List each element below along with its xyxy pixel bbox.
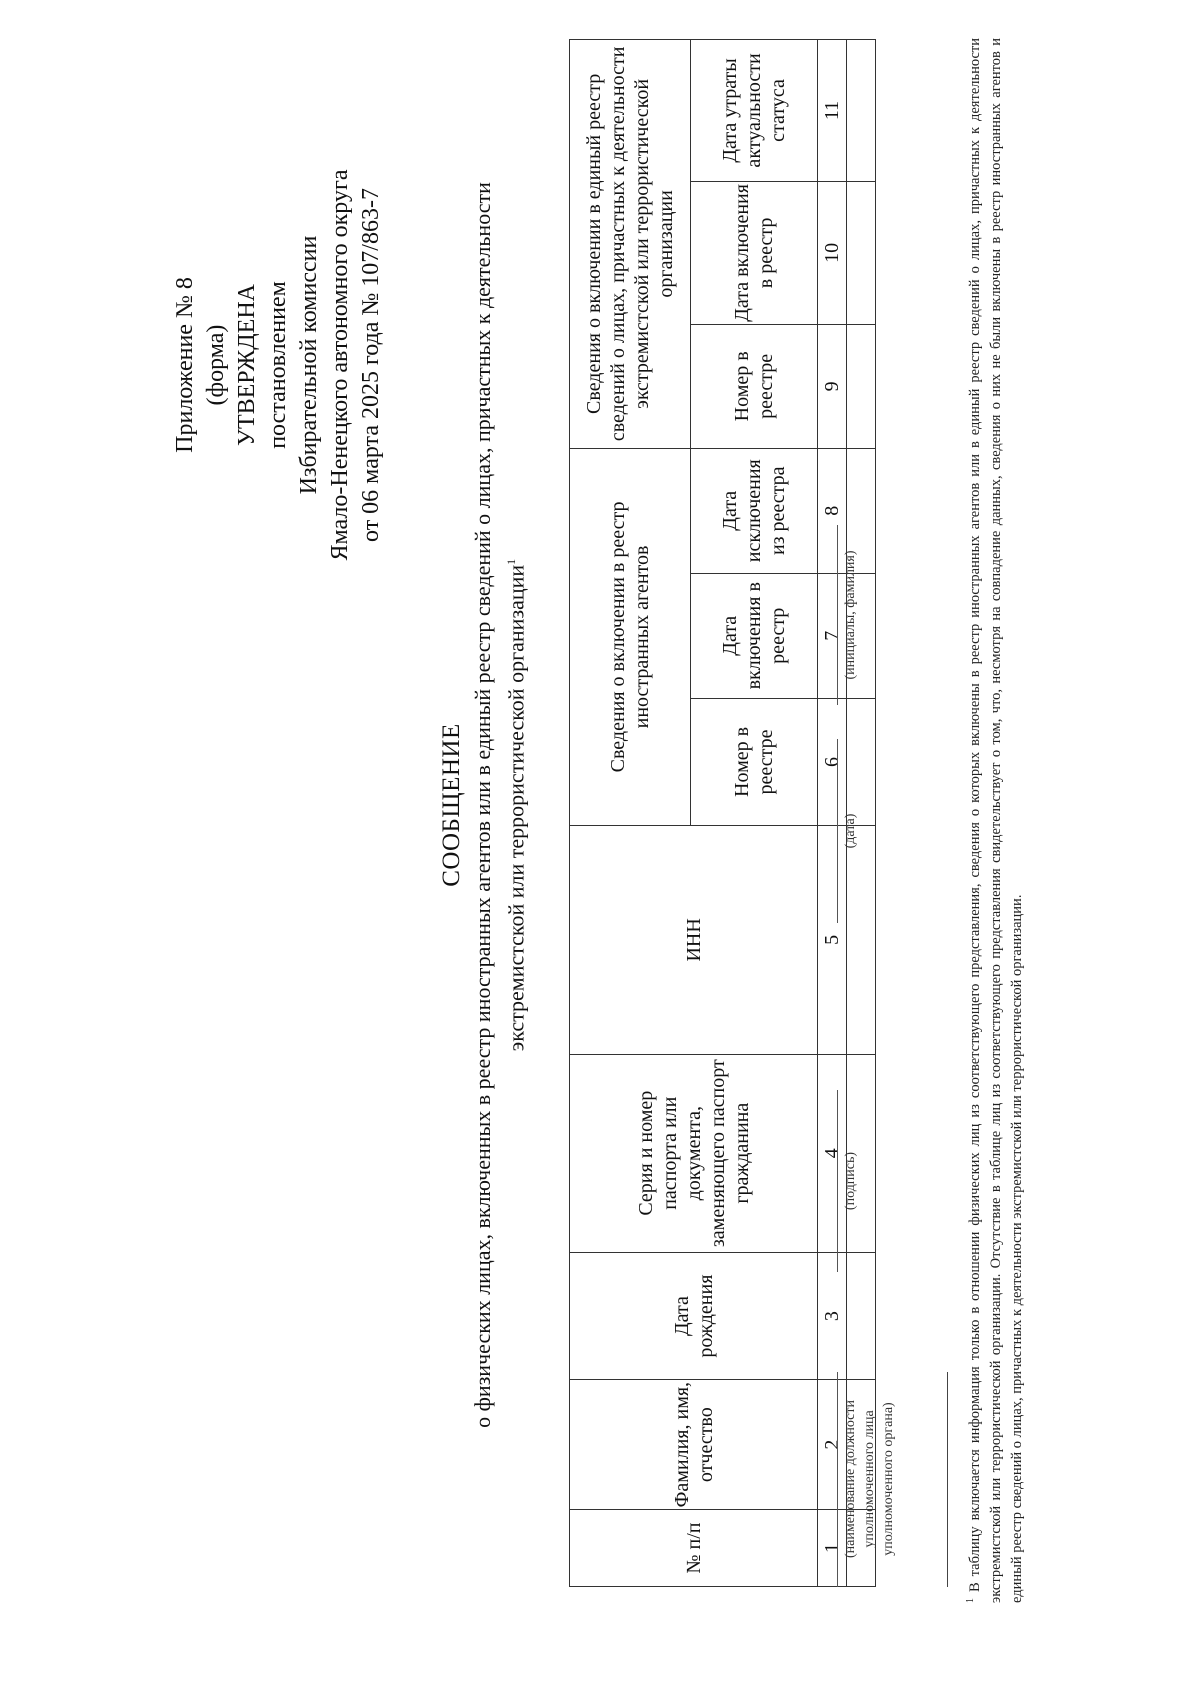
column-number: 8	[818, 448, 847, 573]
column-number: 4	[818, 1054, 847, 1252]
header-cell-inclusion-date: Дата включения в реестр	[691, 573, 818, 698]
column-number: 6	[818, 698, 847, 825]
annex-number: Приложение № 8	[172, 277, 198, 453]
position-label: (наименование должности уполномоченного лица уполномоченного органа)	[843, 1399, 896, 1559]
subtitle-text: о физических лицах, включенных в реестр иностранных агентов или в единый реестр сведений о лицах, причастных к деятельности экстремистской или террористической организации	[470, 182, 529, 1428]
date-label: (дата)	[843, 813, 858, 849]
table-cell	[847, 40, 876, 182]
footnote-ref: 1	[504, 558, 518, 565]
column-number: 5	[818, 826, 847, 1054]
column-number: 3	[818, 1252, 847, 1379]
signature-label: (подпись)	[843, 1151, 858, 1211]
header-cell-registry-number: Номер в реестре	[691, 698, 818, 825]
column-number: 2	[818, 1380, 847, 1510]
header-cell-exclusion-date: Дата исключения из реестра	[691, 448, 818, 573]
name-label: (инициалы, фамилия)	[843, 550, 858, 680]
table-cell	[847, 181, 876, 324]
header-cell-full-name: Фамилия, имя, отчество	[570, 1380, 818, 1510]
footnote-text: В таблицу включается информация только в отношении физических лиц из соответствующего представления, сведения о которых включены в реестр иностранных агентов или в единый реестр сведений о лицах, причастных к деятельности экстремистской или террористической организации. Отсутствие в таблице лиц из соответствующего представления свидетельствует о том, что, несмотря на совпадение данных, сведения о них не были включены в реестр иностранных агентов и единый реестр сведений о лицах, причастных к деятельности экстремистской или террористической организации.	[966, 37, 1025, 1603]
signature-line	[837, 1090, 838, 1272]
header-cell-birth-date: Дата рождения	[570, 1252, 818, 1379]
column-number: 9	[818, 324, 847, 448]
column-number: 7	[818, 573, 847, 698]
header-group-foreign-agents: Сведения о включении в реестр иностранных агентов	[570, 448, 691, 825]
column-number: 11	[818, 40, 847, 182]
header-cell-number: № п/п	[570, 1510, 818, 1587]
approval-line: постановлением	[265, 281, 291, 449]
date-line	[837, 739, 838, 923]
header-cell-inclusion-date: Дата включения в реестр	[691, 181, 818, 324]
footnote-divider	[947, 1372, 948, 1587]
header-cell-inn: ИНН	[570, 826, 818, 1054]
document-title: СООБЩЕНИЕ	[438, 723, 465, 887]
footnote	[960, 38, 1028, 1603]
name-line	[837, 525, 838, 705]
header-cell-registry-number: Номер в реестре	[691, 324, 818, 448]
approved-label: УТВЕРЖДЕНА	[234, 283, 260, 447]
position-signature-line	[837, 1372, 838, 1587]
approval-line: Избирательной комиссии	[296, 235, 322, 495]
footnote-mark: 1	[965, 1598, 976, 1603]
header-cell-status-lost-date: Дата утраты актуальности статуса	[691, 40, 818, 182]
header-cell-passport: Серия и номер паспорта или документа, заменяющего паспорт гражданина	[570, 1054, 818, 1252]
header-group-extremist-registry: Сведения о включении в единый реестр сведений о лицах, причастных к деятельности экстремистской или террористической организации	[570, 40, 691, 449]
column-number: 1	[818, 1510, 847, 1587]
column-number: 10	[818, 181, 847, 324]
approval-block	[170, 85, 387, 645]
form-note: (форма)	[203, 324, 229, 406]
approval-date-line: от 06 марта 2025 года № 107/863-7	[358, 188, 384, 542]
registry-table	[569, 39, 876, 1587]
approval-line: Ямало-Ненецкого автономного округа	[327, 169, 353, 561]
document-subtitle	[468, 145, 530, 1465]
table-cell	[847, 324, 876, 448]
